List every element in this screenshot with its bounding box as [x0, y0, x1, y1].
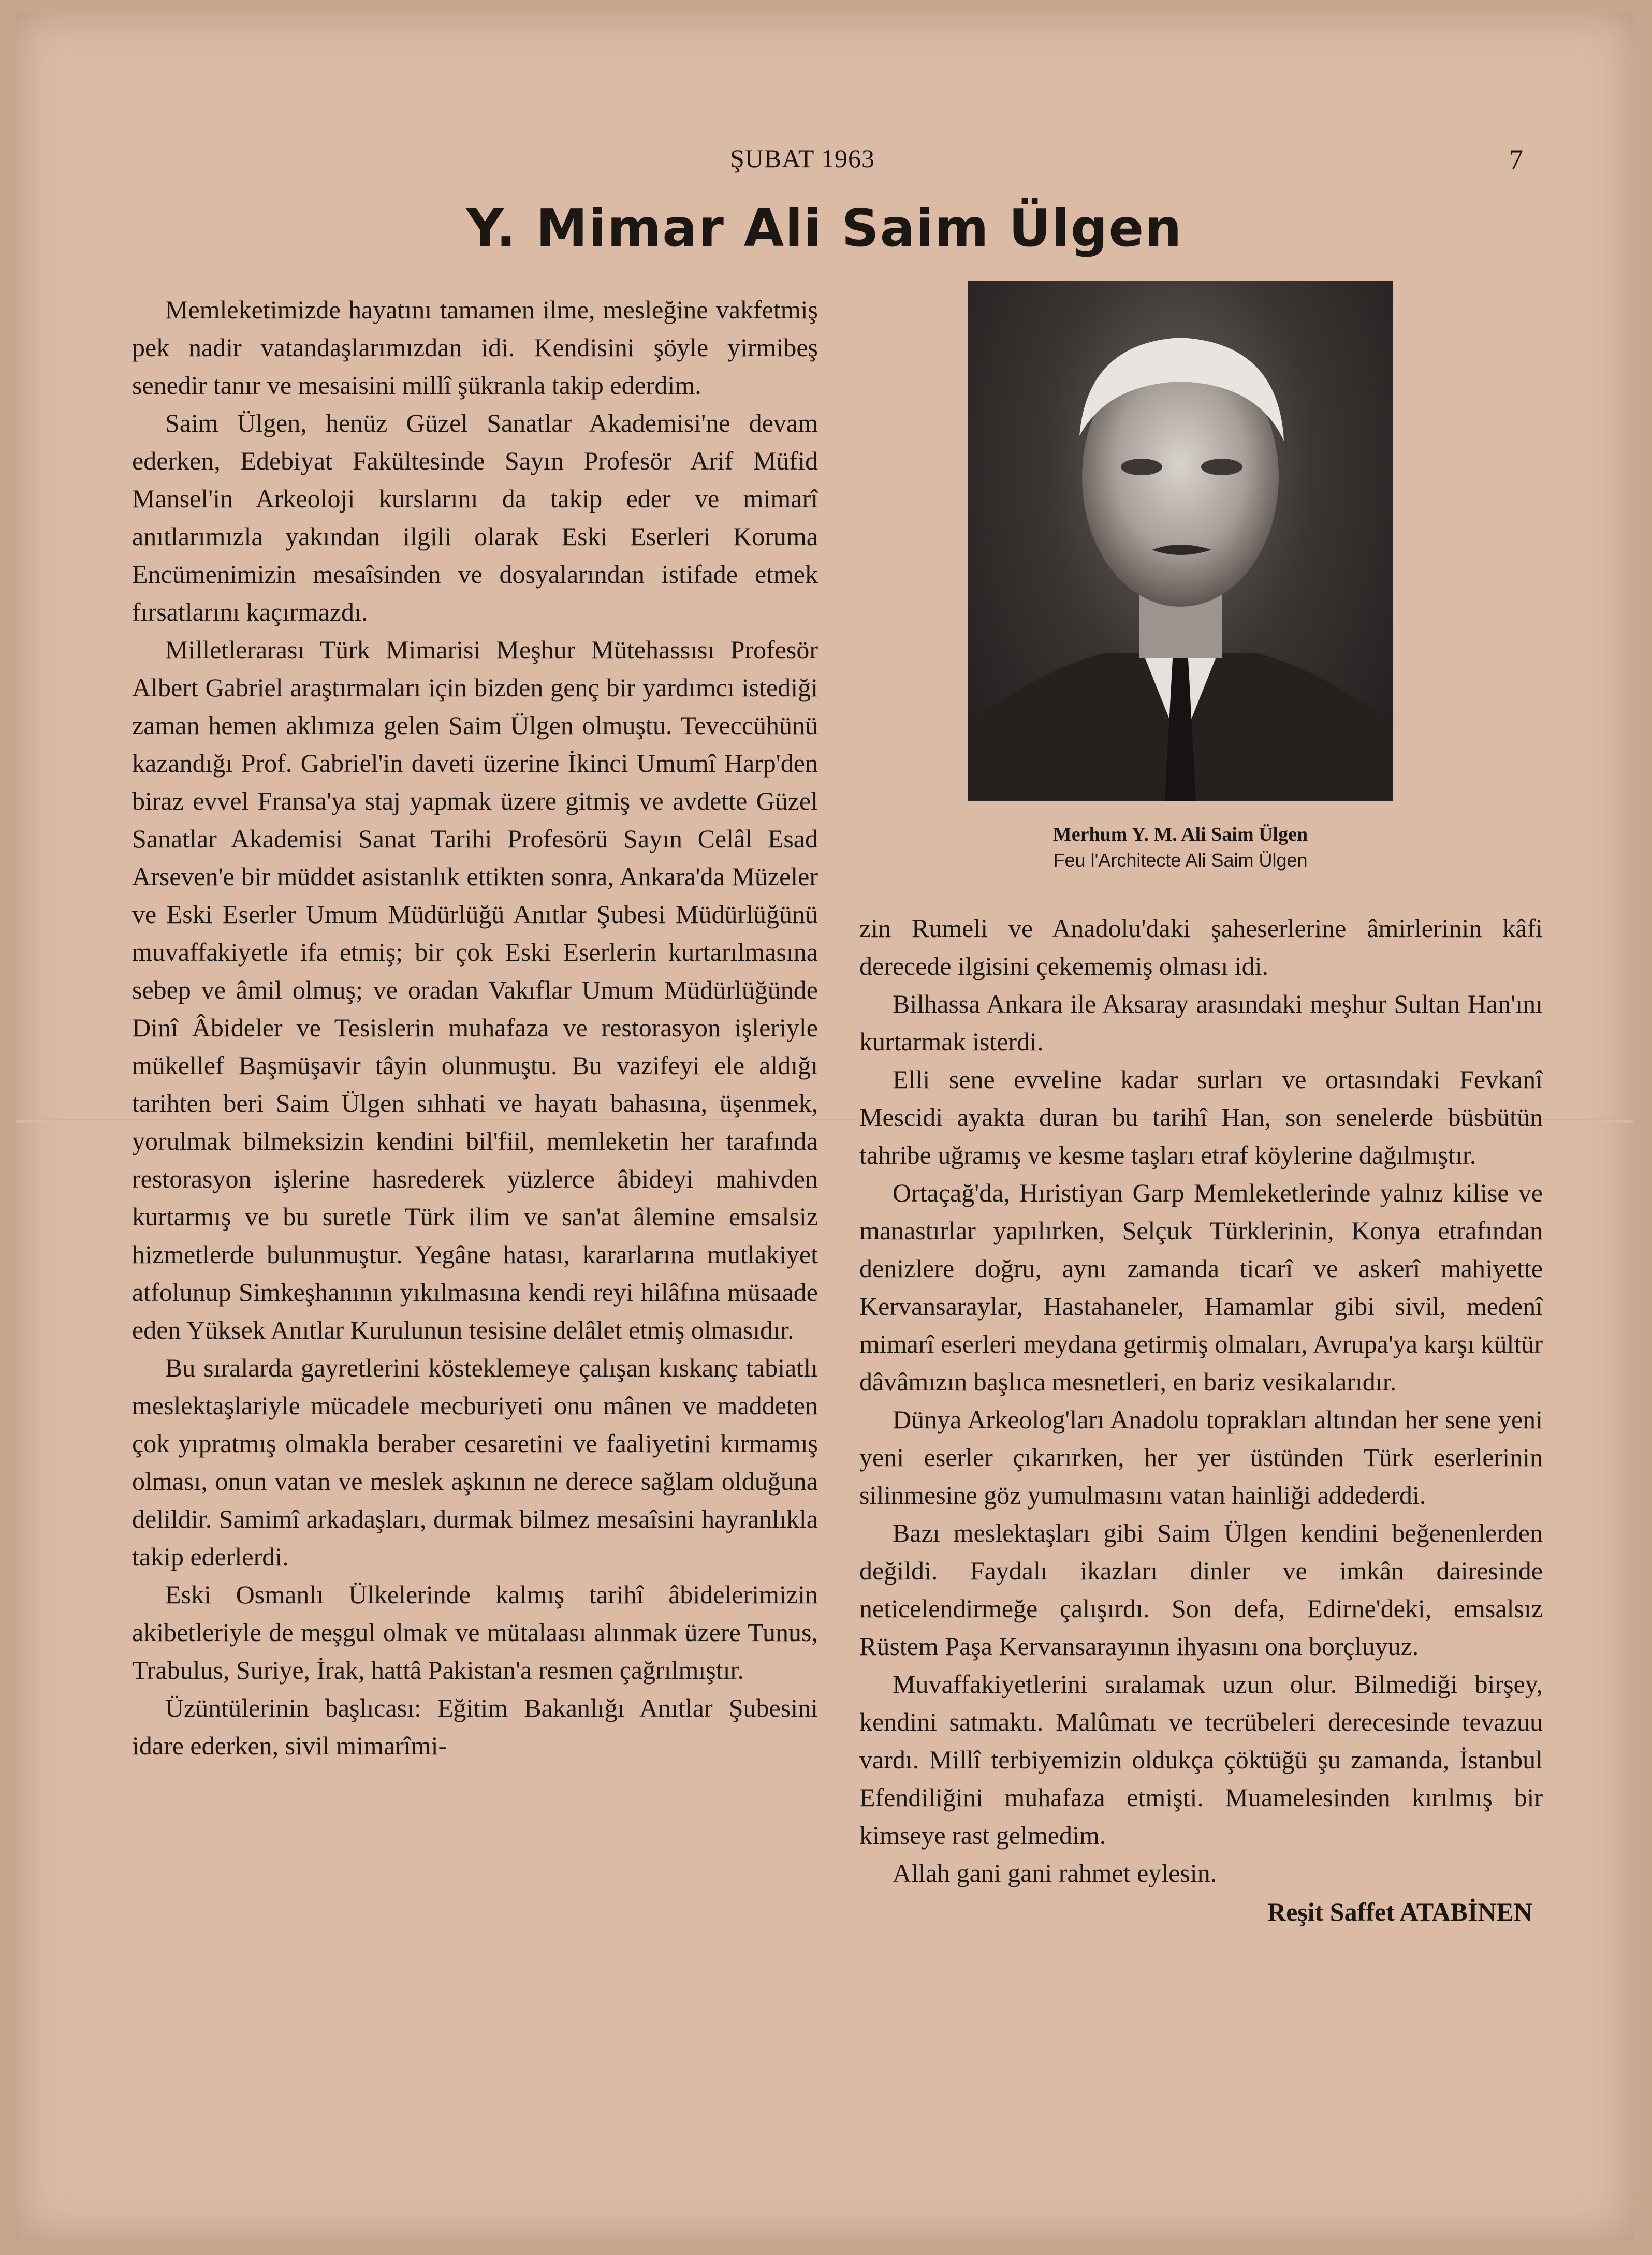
- right-column: [859, 910, 1543, 1931]
- paragraph-continuation: zin Rumeli ve Anadolu'daki şaheserlerine âmirlerinin kâfi derecede ilgisini çekememiş olması idi.: [859, 914, 1543, 980]
- article-title: Y. Mimar Ali Saim Ülgen: [466, 198, 1183, 258]
- paragraph: Bu sıralarda gayretlerini kösteklemeye çalışan kıskanç tabiatlı meslektaşlariyle mücadele mecburiyeti onu mânen ve maddeten çok yıpratmış olmakla beraber cesaretini ve faaliyetini kırmamış olması, onun vatan ve meslek aşkının ne derece sağlam olduğuna delildir. Samimî arkadaşları, durmak bilmez mesaîsini hayranlıkla takip ederlerdi.: [132, 1353, 818, 1571]
- caption-french: Feu l'Architecte Ali Saim Ülgen: [1053, 850, 1308, 871]
- left-column: [132, 291, 818, 1765]
- portrait-photo: [968, 281, 1393, 801]
- paragraph: Saim Ülgen, henüz Güzel Sanatlar Akademisi'ne devam ederken, Edebiyat Fakültesinde Sayın Profesör Arif Müfid Mansel'in Arkeoloji kurslarını da takip eder ve mimarî anıtlarımızla yakından ilgili olarak Eski Eserleri Koruma Encümenimizin mesaîsinden ve dosyalarından istifade etmek fırsatlarını kaçırmazdı.: [132, 408, 818, 626]
- portrait-illustration: [968, 281, 1393, 801]
- paragraph: Milletlerarası Türk Mimarisi Meşhur Mütehassısı Profesör Albert Gabriel araştırmaları için bizden genç bir yardımcı istediği zaman hemen aklımıza gelen Saim Ülgen olmuştu. Teveccühünü kazandığı Prof. Gabriel'in daveti üzerine İkinci Umumî Harp'den biraz evvel Fransa'ya staj yapmak üzere gitmiş ve avdette Güzel Sanatlar Akademisi Sanat Tarihi Profesörü Sayın Celâl Esad Arseven'e bir müddet asistanlık ettikten sonra, Ankara'da Müzeler ve Eski Eserler Umum Müdürlüğü Anıtlar Şubesi Müdürlüğünü muvaffakiyetle ifa etmiş; bir çok Eski Eserlerin kurtarılmasına sebep ve âmil olmuş; ve oradan Vakıflar Umum Müdürlüğünde Dinî Âbideler ve Tesislerin muhafaza ve restorasyon işleriyle mükellef Başmüşavir tâyin olunmuştu. Bu vazifeyi ele aldığı tarihten beri Saim Ülgen sıhhati ve hayatı bahasına, üşenmek, yorulmak bilmeksizin kendini bil'fiil, memleketin her tarafında restorasyon işlerine hasrederek yüzlerce âbideyi mahivden kurtarmış ve bu suretle Türk ilim ve san'at âlemine emsalsiz hizmetlerde bulunmuştur. Yegâne hatası, kararlarına mutlakiyet atfolunup Simkeşhanının yıkılmasına kendi reyi hilâfına müsaade eden Yüksek Anıtlar Kurulunun tesisine delâlet etmiş olmasıdır.: [132, 635, 818, 1344]
- paragraph: Elli sene evveline kadar surları ve ortasındaki Fevkanî Mescidi ayakta duran bu tarihî Han, son senelerde büsbütün tahribe uğramış ve kesme taşları etraf köylerine dağılmıştır.: [859, 1065, 1543, 1169]
- paragraph: Dünya Arkeolog'ları Anadolu toprakları altından her sene yeni yeni eserler çıkarırken, her yer üstünden Türk eserlerinin silinmesine göz yumulmasını vatan hainliği addederdi.: [859, 1405, 1543, 1510]
- newspaper-page: [16, 11, 1633, 2240]
- caption-turkish: Merhum Y. M. Ali Saim Ülgen: [1052, 824, 1308, 845]
- paragraph: Üzüntülerinin başlıcası: Eğitim Bakanlığı Anıtlar Şubesini idare ederken, sivil mimarîmi-: [132, 1693, 818, 1760]
- page-header: [16, 143, 1633, 174]
- author-signature: Reşit Saffet ATABİNEN: [1267, 1897, 1532, 1926]
- photo-caption: [968, 822, 1393, 873]
- paragraph: Memleketimizde hayatını tamamen ilme, mesleğine vakfetmiş pek nadir vatandaşlarımızdan idi. Kendisini şöyle yirmibeş senedir tanır ve mesaisini millî şükranla takip ederdim.: [132, 295, 818, 400]
- page-number: 7: [1509, 144, 1523, 175]
- paragraph: Eski Osmanlı Ülkelerinde kalmış tarihî âbidelerimizin akibetleriyle de meşgul olmak ve mütalaası alınmak üzere Tunus, Trabulus, Suriye, İrak, hattâ Pakistan'a resmen çağrılmıştır.: [132, 1580, 818, 1685]
- issue-date: ŞUBAT 1963: [730, 144, 875, 173]
- paragraph: Muvaffakiyetlerini sıralamak uzun olur. Bilmediği birşey, kendini satmaktı. Malûmatı ve tecrübeleri derecesinde tevazuu vardı. Millî terbiyemizin oldukça çöktüğü şu zamanda, İstanbul Efendiliğini muhafaza etmişti. Muamelesinden kırılmış bir kimseye rast gelmedim.: [859, 1670, 1543, 1850]
- paragraph: Bazı meslektaşları gibi Saim Ülgen kendini beğenenlerden değildi. Faydalı ikazları dinler ve imkân dairesinde neticelendirmeğe çalışırdı. Son defa, Edirne'deki, emsalsız Rüstem Paşa Kervansarayının ihyasını ona borçluyuz.: [859, 1518, 1543, 1661]
- paragraph: Ortaçağ'da, Hıristiyan Garp Memleketlerinde yalnız kilise ve manastırlar yapılırken, Selçuk Türklerinin, Konya etrafından denizlere doğru, aynı zamanda ticarî ve askerî mahiyette Kervansaraylar, Hastahaneler, Hamamlar gibi sivil, medenî mimarî eserleri meydana getirmiş olmaları, Avrupa'ya karşı kültür dâvâmızın başlıca mesnetleri, en bariz vesikalarıdır.: [859, 1178, 1543, 1396]
- paragraph: Bilhassa Ankara ile Aksaray arasındaki meşhur Sultan Han'ını kurtarmak isterdi.: [859, 989, 1543, 1056]
- paragraph: Allah gani gani rahmet eylesin.: [893, 1858, 1217, 1887]
